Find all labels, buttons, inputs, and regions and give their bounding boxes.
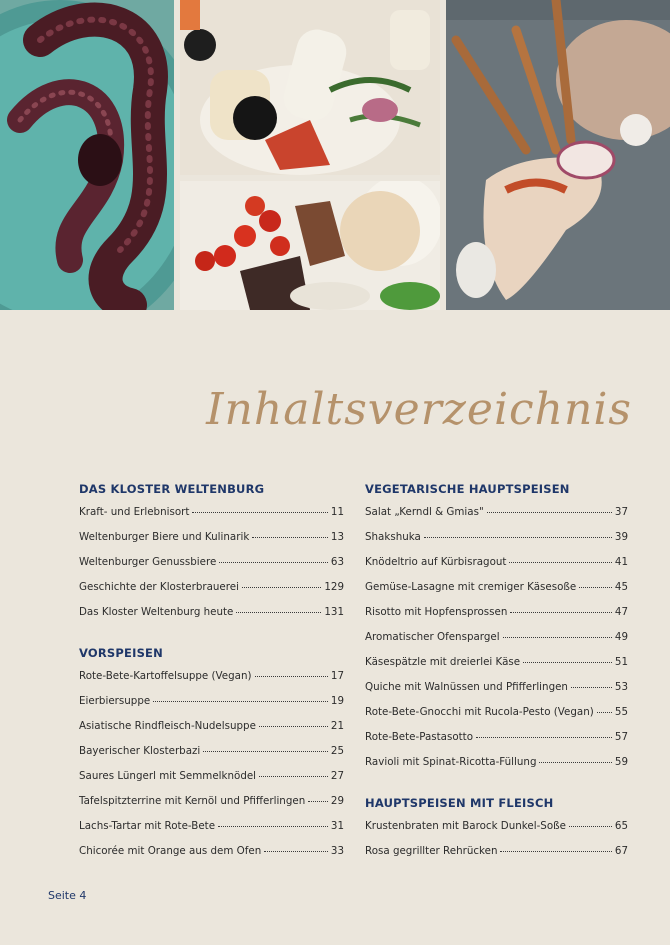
entry-page-number: 19: [330, 695, 344, 707]
toc-entry[interactable]: [365, 581, 628, 606]
toc-left-column: [79, 482, 344, 885]
toc-entry[interactable]: [365, 681, 628, 706]
entry-title: Eierbiersuppe: [79, 695, 151, 707]
entry-page-number: 57: [614, 731, 628, 743]
photo-octopus: [0, 0, 174, 310]
entry-page-number: 29: [330, 795, 344, 807]
leader-dots: [476, 737, 612, 738]
entry-title: Krustenbraten mit Barock Dunkel-Soße: [365, 820, 566, 832]
leader-dots: [259, 776, 328, 777]
entry-title: Weltenburger Biere und Kulinarik: [79, 531, 250, 543]
section-heading: VEGETARISCHE HAUPTSPEISEN: [365, 482, 570, 496]
leader-dots: [569, 826, 612, 827]
entry-page-number: 41: [614, 556, 628, 568]
toc-entry[interactable]: [365, 820, 628, 845]
leader-dots: [539, 762, 611, 763]
toc-entry[interactable]: [365, 845, 628, 870]
toc-entry[interactable]: [79, 820, 344, 845]
toc-entry[interactable]: [79, 531, 344, 556]
photo-collage: [0, 0, 670, 310]
leader-dots: [203, 751, 328, 752]
toc-entry[interactable]: [79, 695, 344, 720]
photo-vegetables: [180, 0, 440, 175]
toc-entry[interactable]: [79, 745, 344, 770]
leader-dots: [153, 701, 328, 702]
entry-page-number: 59: [614, 756, 628, 768]
entry-page-number: 21: [330, 720, 344, 732]
leader-dots: [308, 801, 328, 802]
leader-dots: [236, 612, 321, 613]
toc-entry[interactable]: [79, 606, 344, 631]
entry-title: Saures Lüngerl mit Semmelknödel: [79, 770, 257, 782]
toc-entry[interactable]: [79, 720, 344, 745]
entry-title: Quiche mit Walnüssen und Pfifferlingen: [365, 681, 568, 693]
toc-entry[interactable]: [79, 845, 344, 870]
entry-title: Rosa gegrillter Rehrücken: [365, 845, 498, 857]
toc-entry[interactable]: [79, 670, 344, 695]
entry-page-number: 51: [614, 656, 628, 668]
toc-entry[interactable]: [365, 531, 628, 556]
toc-entry[interactable]: [79, 556, 344, 581]
leader-dots: [219, 562, 328, 563]
entry-title: Lachs-Tartar mit Rote-Bete: [79, 820, 216, 832]
leader-dots: [510, 612, 611, 613]
toc-section: [365, 796, 628, 870]
entry-page-number: 49: [614, 631, 628, 643]
entry-title: Ravioli mit Spinat-Ricotta-Füllung: [365, 756, 537, 768]
leader-dots: [424, 537, 612, 538]
entry-title: Weltenburger Genussbiere: [79, 556, 217, 568]
leader-dots: [264, 851, 328, 852]
leader-dots: [503, 637, 612, 638]
leader-dots: [192, 512, 327, 513]
entry-page-number: 63: [330, 556, 344, 568]
entry-page-number: 45: [614, 581, 628, 593]
entry-title: Shakshuka: [365, 531, 421, 543]
leader-dots: [487, 512, 612, 513]
entry-page-number: 25: [330, 745, 344, 757]
entry-page-number: 11: [330, 506, 344, 518]
entry-page-number: 131: [324, 606, 344, 618]
section-heading: VORSPEISEN: [79, 646, 163, 660]
page-title: Inhaltsverzeichnis: [206, 384, 632, 435]
entry-title: Bayerischer Klosterbazi: [79, 745, 201, 757]
entry-page-number: 55: [614, 706, 628, 718]
section-heading: HAUPTSPEISEN MIT FLEISCH: [365, 796, 554, 810]
toc-entry[interactable]: [365, 706, 628, 731]
entry-title: Knödeltrio auf Kürbisragout: [365, 556, 507, 568]
entry-title: Käsespätzle mit dreierlei Käse: [365, 656, 521, 668]
toc-entry[interactable]: [79, 795, 344, 820]
toc-section: [365, 482, 628, 781]
leader-dots: [579, 587, 612, 588]
toc-entry[interactable]: [365, 631, 628, 656]
entry-page-number: 13: [330, 531, 344, 543]
entry-title: Tafelspitzterrine mit Kernöl und Pfifferlingen: [79, 795, 306, 807]
toc-section: [79, 646, 344, 870]
entry-page-number: 129: [324, 581, 344, 593]
page-number: Seite 4: [48, 889, 87, 902]
toc-right-column: [365, 482, 628, 885]
leader-dots: [597, 712, 612, 713]
leader-dots: [259, 726, 328, 727]
toc-entry[interactable]: [79, 581, 344, 606]
entry-page-number: 47: [614, 606, 628, 618]
toc-section: [79, 482, 344, 631]
entry-title: Gemüse-Lasagne mit cremiger Käsesoße: [365, 581, 577, 593]
section-heading: DAS KLOSTER WELTENBURG: [79, 482, 265, 496]
toc-entry[interactable]: [365, 506, 628, 531]
toc-entry[interactable]: [79, 506, 344, 531]
photo-fish: [446, 0, 670, 310]
entry-title: Kraft- und Erlebnisort: [79, 506, 190, 518]
leader-dots: [242, 587, 321, 588]
toc-entry[interactable]: [365, 606, 628, 631]
leader-dots: [252, 537, 328, 538]
entry-title: Aromatischer Ofenspargel: [365, 631, 500, 643]
entry-page-number: 65: [614, 820, 628, 832]
entry-page-number: 39: [614, 531, 628, 543]
toc-entry[interactable]: [365, 656, 628, 681]
photo-tomatoes: [180, 181, 440, 310]
entry-title: Chicorée mit Orange aus dem Ofen: [79, 845, 262, 857]
entry-title: Asiatische Rindfleisch-Nudelsuppe: [79, 720, 256, 732]
leader-dots: [218, 826, 328, 827]
entry-title: Das Kloster Weltenburg heute: [79, 606, 234, 618]
entry-title: Rote-Bete-Kartoffelsuppe (Vegan): [79, 670, 252, 682]
entry-title: Risotto mit Hopfensprossen: [365, 606, 508, 618]
entry-page-number: 27: [330, 770, 344, 782]
entry-title: Geschichte der Klosterbrauerei: [79, 581, 239, 593]
entry-page-number: 31: [330, 820, 344, 832]
toc-entry[interactable]: [79, 770, 344, 795]
entry-page-number: 37: [614, 506, 628, 518]
toc-entry[interactable]: [365, 556, 628, 581]
entry-title: Rote-Bete-Gnocchi mit Rucola-Pesto (Vegan): [365, 706, 594, 718]
entry-title: Salat „Kerndl & Gmias": [365, 506, 484, 518]
entry-page-number: 17: [330, 670, 344, 682]
entry-page-number: 67: [614, 845, 628, 857]
leader-dots: [500, 851, 611, 852]
toc-entry[interactable]: [365, 731, 628, 756]
leader-dots: [509, 562, 611, 563]
entry-page-number: 53: [614, 681, 628, 693]
leader-dots: [571, 687, 612, 688]
entry-page-number: 33: [330, 845, 344, 857]
entry-title: Rote-Bete-Pastasotto: [365, 731, 474, 743]
toc-entry[interactable]: [365, 756, 628, 781]
leader-dots: [523, 662, 612, 663]
leader-dots: [255, 676, 328, 677]
